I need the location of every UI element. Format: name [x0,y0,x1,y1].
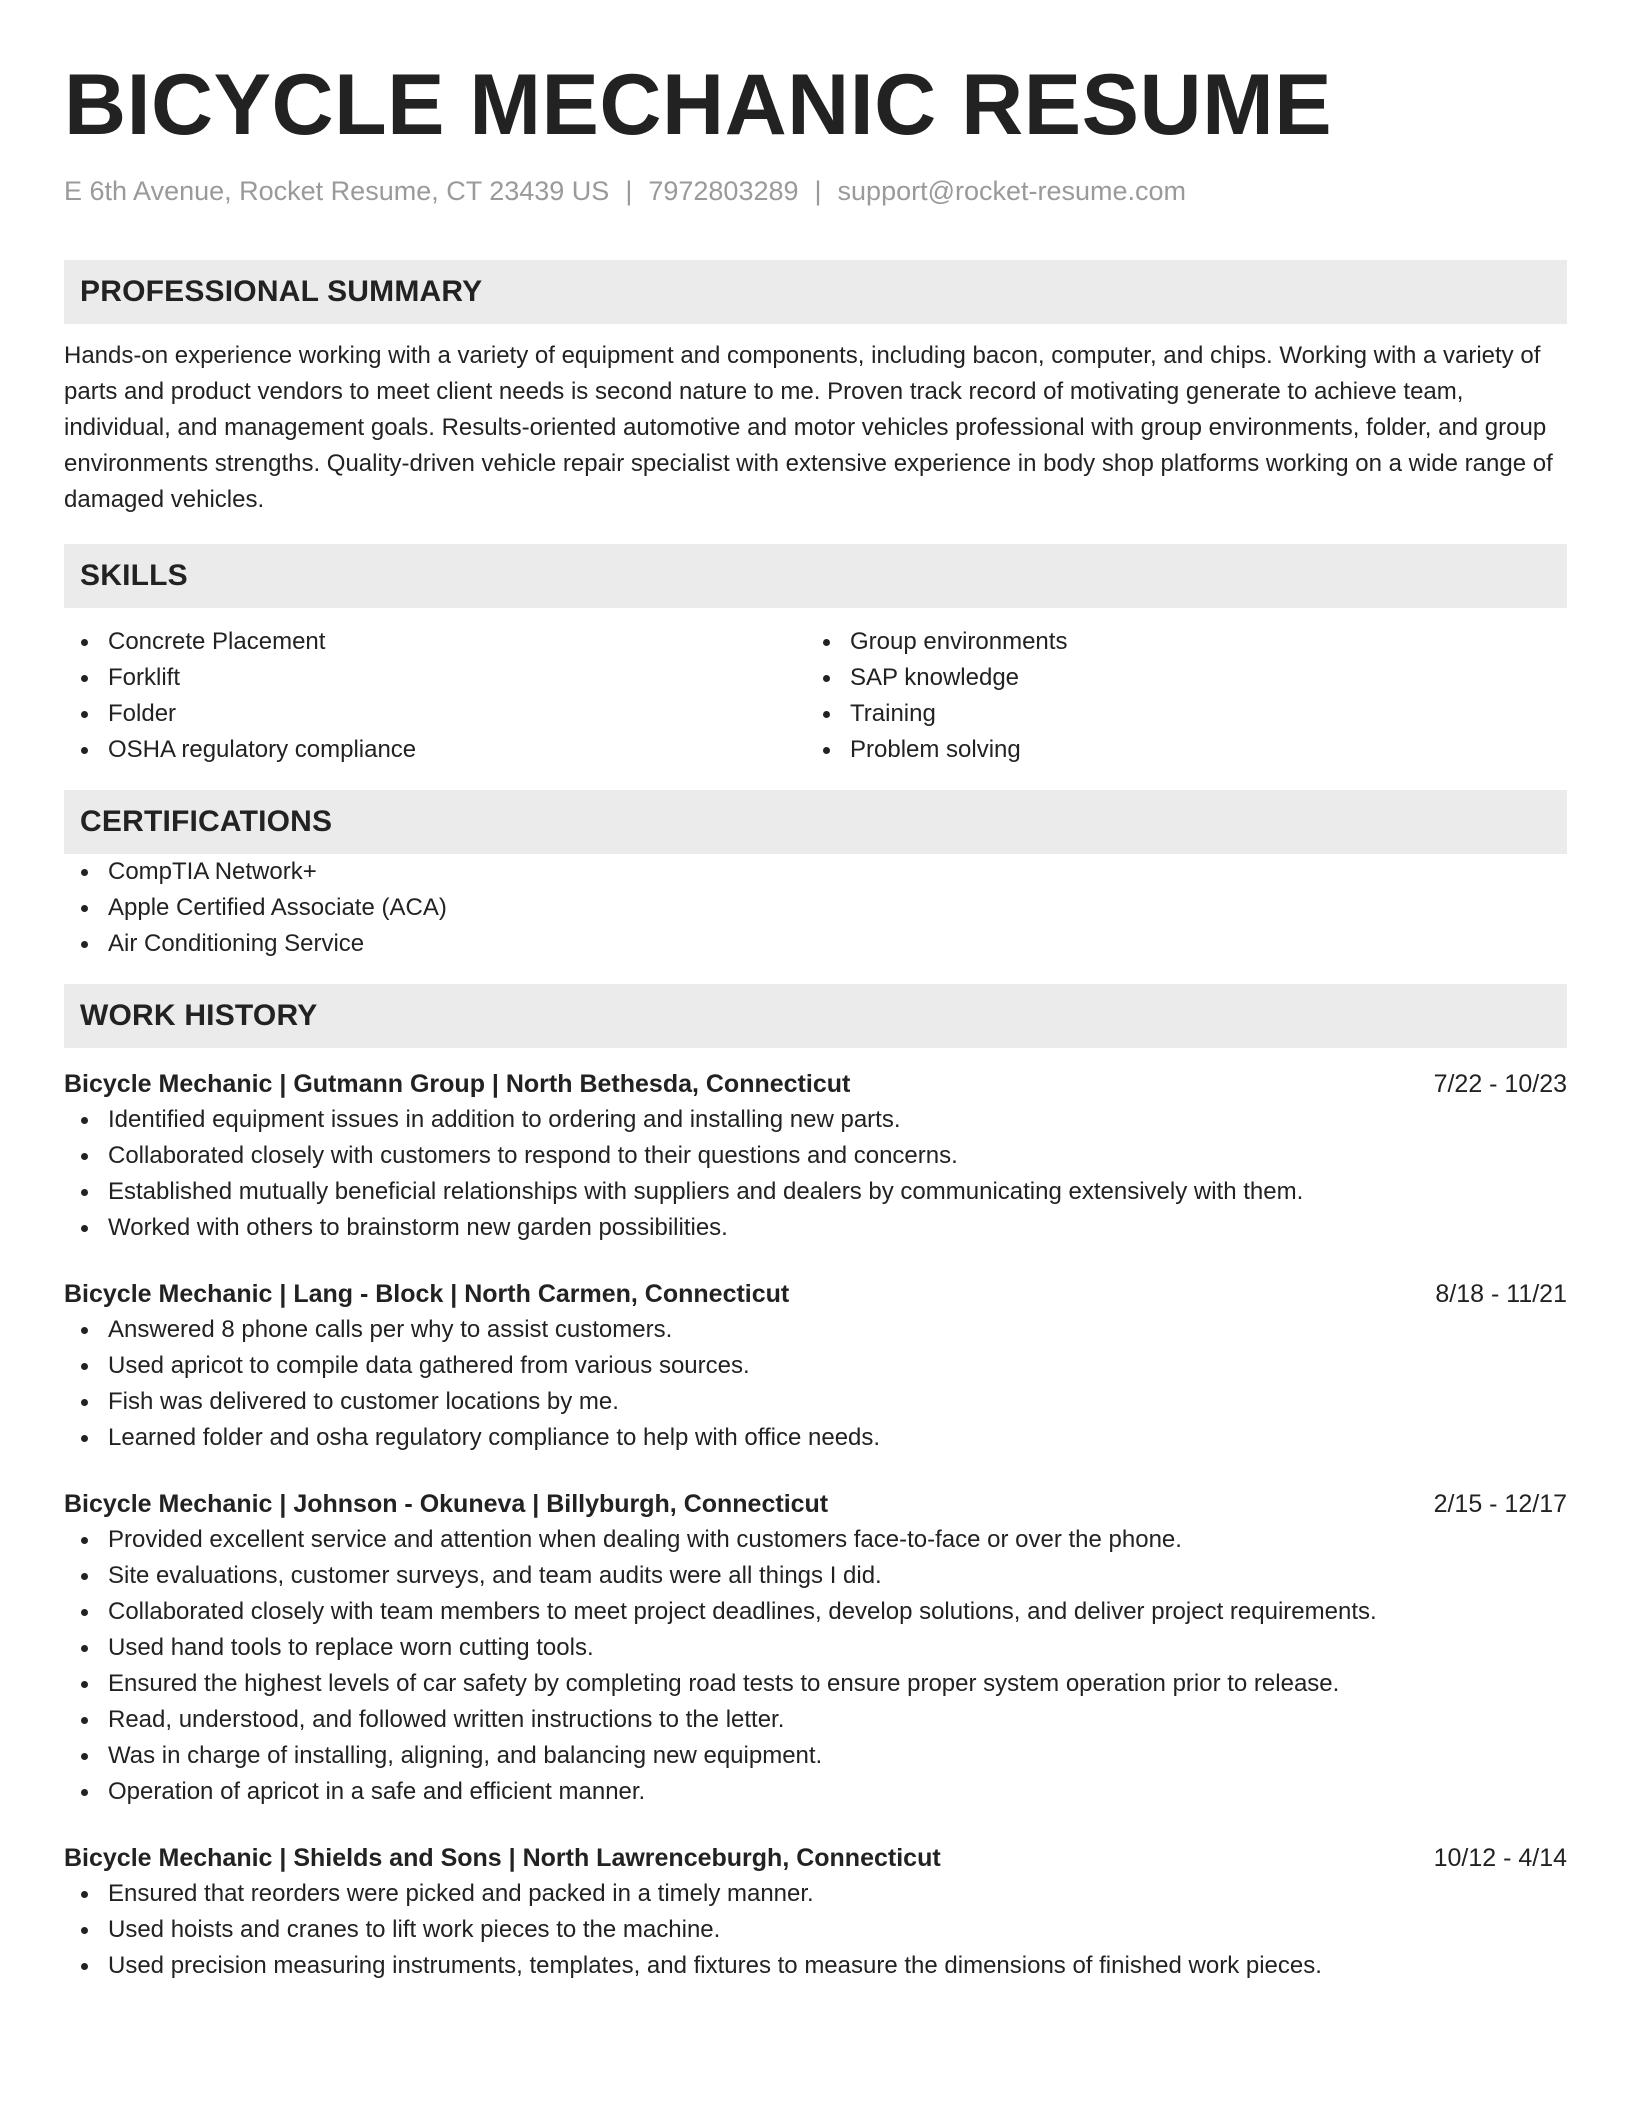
certification-item: Apple Certified Associate (ACA) [64,890,1567,926]
skill-item: Group environments [806,624,1548,660]
contact-address: E 6th Avenue, Rocket Resume, CT 23439 US [64,176,610,206]
job-duties-list [64,1522,1567,1810]
contact-phone: 7972803289 [648,176,799,206]
job-duty: Collaborated closely with customers to respond to their questions and concerns. [64,1138,1567,1174]
job-duties-list [64,1312,1567,1456]
section-heading-work-history: WORK HISTORY [64,984,1567,1048]
job-entry [64,1066,1567,1246]
job-dates: 7/22 - 10/23 [1433,1070,1567,1098]
certifications-list [64,854,1567,962]
job-duties-list [64,1102,1567,1246]
skill-item: Folder [64,696,806,732]
job-duty: Site evaluations, customer surveys, and team audits were all things I did. [64,1558,1567,1594]
job-duty: Ensured that reorders were picked and packed in a timely manner. [64,1876,1567,1912]
job-title: Bicycle Mechanic | Gutmann Group | North Bethesda, Connecticut [64,1070,851,1098]
resume-page [64,0,1567,1984]
skill-item: Problem solving [806,732,1548,768]
job-duties-list [64,1876,1567,1984]
job-duty: Was in charge of installing, aligning, and balancing new equipment. [64,1738,1567,1774]
skill-item: Concrete Placement [64,624,806,660]
job-duty: Learned folder and osha regulatory compliance to help with office needs. [64,1420,1567,1456]
job-duty: Answered 8 phone calls per why to assist customers. [64,1312,1567,1348]
skill-item: OSHA regulatory compliance [64,732,806,768]
skills-list-left [64,624,806,768]
certification-item: Air Conditioning Service [64,926,1567,962]
contact-line [64,174,1567,208]
section-heading-skills: SKILLS [64,544,1567,608]
job-duty: Used apricot to compile data gathered from various sources. [64,1348,1567,1384]
skills-column-right [806,624,1548,768]
job-duty: Operation of apricot in a safe and efficient manner. [64,1774,1567,1810]
job-entry [64,1840,1567,1984]
skills-columns [64,624,1567,768]
job-duty: Used precision measuring instruments, templates, and fixtures to measure the dimensions of finished work pieces. [64,1948,1567,1984]
job-header [64,1066,1567,1102]
contact-separator: | [625,176,633,206]
contact-email: support@rocket-resume.com [837,176,1187,206]
job-duty: Provided excellent service and attention when dealing with customers face-to-face or over the phone. [64,1522,1567,1558]
job-dates: 8/18 - 11/21 [1435,1280,1567,1308]
summary-paragraph: Hands-on experience working with a variety of equipment and components, including bacon, computer, and chips. Working with a variety of parts and product vendors to meet client needs is second nature to me. Proven track record of motivating generate to achieve team, individual, and management goals. Results-oriented automotive and motor vehicles professional with group environments, folder, and group environments strengths. Quality-driven vehicle repair specialist with extensive experience in body shop platforms working on a wide range of damaged vehicles. [64,342,1553,513]
skill-item: Forklift [64,660,806,696]
contact-separator: | [814,176,822,206]
job-duty: Used hand tools to replace worn cutting tools. [64,1630,1567,1666]
skill-item: Training [806,696,1548,732]
job-duty: Used hoists and cranes to lift work pieces to the machine. [64,1912,1567,1948]
job-title: Bicycle Mechanic | Lang - Block | North Carmen, Connecticut [64,1280,790,1308]
job-dates: 2/15 - 12/17 [1433,1490,1567,1518]
resume-title: BICYCLE MECHANIC RESUME [64,57,1333,153]
skill-item: SAP knowledge [806,660,1548,696]
job-title: Bicycle Mechanic | Johnson - Okuneva | Billyburgh, Connecticut [64,1490,829,1518]
job-duty: Worked with others to brainstorm new garden possibilities. [64,1210,1567,1246]
section-heading-certifications: CERTIFICATIONS [64,790,1567,854]
section-heading-summary: PROFESSIONAL SUMMARY [64,260,1567,324]
certification-item: CompTIA Network+ [64,854,1567,890]
job-title: Bicycle Mechanic | Shields and Sons | North Lawrenceburgh, Connecticut [64,1844,941,1872]
job-duty: Ensured the highest levels of car safety by completing road tests to ensure proper system operation prior to release. [64,1666,1567,1702]
skills-column-left [64,624,806,768]
job-dates: 10/12 - 4/14 [1433,1844,1567,1872]
skills-list-right [806,624,1548,768]
job-duty: Identified equipment issues in addition to ordering and installing new parts. [64,1102,1567,1138]
job-duty: Collaborated closely with team members to meet project deadlines, develop solutions, and deliver project requirements. [64,1594,1567,1630]
job-header [64,1276,1567,1312]
job-entry [64,1276,1567,1456]
job-header [64,1486,1567,1522]
job-entry [64,1486,1567,1810]
job-duty: Fish was delivered to customer locations by me. [64,1384,1567,1420]
job-duty: Established mutually beneficial relationships with suppliers and dealers by communicating extensively with them. [64,1174,1567,1210]
job-header [64,1840,1567,1876]
job-duty: Read, understood, and followed written instructions to the letter. [64,1702,1567,1738]
